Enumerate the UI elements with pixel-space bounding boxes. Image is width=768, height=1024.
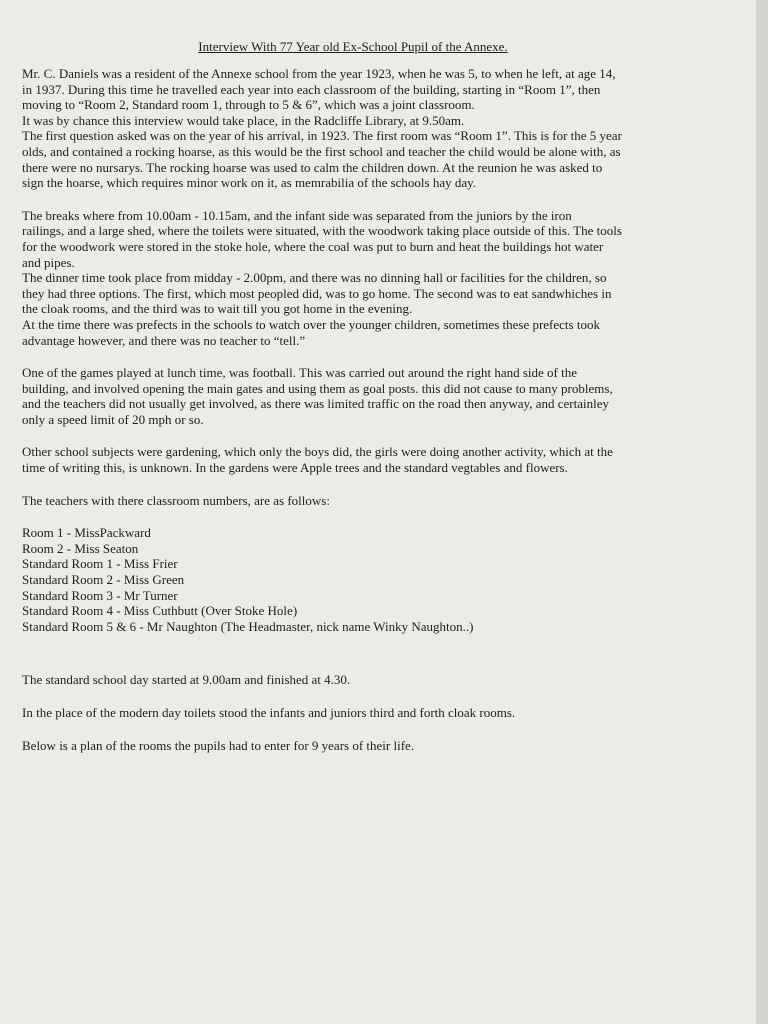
text-line: and the teachers did not usually get involved, as there was limited traffic on the road then anyway, and certainley <box>22 396 609 412</box>
teacher-entry: Room 2 - Miss Seaton <box>22 540 139 556</box>
teacher-entry: Standard Room 3 - Mr Turner <box>22 587 178 603</box>
text-line: advantage however, and there was no teacher to “tell.” <box>22 332 306 348</box>
plan-intro-text: Below is a plan of the rooms the pupils had to enter for 9 years of their life. <box>22 737 415 753</box>
text-line: there were no nursarys. The rocking hoarse was used to calm the children down. At the reunion he was asked to <box>22 159 603 175</box>
text-line: Mr. C. Daniels was a resident of the Annexe school from the year 1923, when he was 5, to when he left, at age 14, <box>22 66 616 81</box>
text-line: they had three options. The first, which most peopled did, was to go home. The second was to eat sandwhiches in <box>22 285 612 301</box>
text-line: olds, and contained a rocking hoarse, as this would be the first school and teacher the child would be alone with, as <box>22 143 621 159</box>
teacher-entry: Standard Room 5 & 6 - Mr Naughton (The Headmaster, nick name Winky Naughton..) <box>22 618 474 634</box>
paragraph-breaks-dinner <box>22 208 682 348</box>
teacher-entry: Standard Room 2 - Miss Green <box>22 572 185 588</box>
paragraph-gardening <box>22 444 682 475</box>
text-line: The breaks where from 10.00am - 10.15am, and the infant side was separated from the juniors by the iron <box>22 207 572 223</box>
text-line: time of writing this, is unknown. In the gardens were Apple trees and the standard vegtables and flowers. <box>22 460 568 476</box>
school-day-text: The standard school day started at 9.00am and finished at 4.30. <box>22 672 351 688</box>
cloak-rooms-text: In the place of the modern day toilets stood the infants and juniors third and forth cloak rooms. <box>22 705 516 720</box>
teacher-entry: Room 1 - MissPackward <box>22 525 151 541</box>
paragraph-arrival <box>22 66 682 191</box>
document-body <box>22 66 682 753</box>
teachers-intro: The teachers with there classroom numbers, are as follows: <box>22 492 330 508</box>
text-line: One of the games played at lunch time, was football. This was carried out around the right hand side of the <box>22 365 577 381</box>
text-line: only a speed limit of 20 mph or so. <box>22 411 204 427</box>
paragraph-football <box>22 365 682 427</box>
document-title: Interview With 77 Year old Ex-School Pupil of the Annexe. <box>198 39 508 54</box>
text-line: At the time there was prefects in the schools to watch over the younger children, sometimes these prefects took <box>22 316 600 332</box>
text-line: The dinner time took place from midday - 2.00pm, and there was no dinning hall or facilities for the children, so <box>22 270 607 286</box>
paper-edge <box>756 0 768 1024</box>
text-line: Other school subjects were gardening, which only the boys did, the girls were doing another activity, which at the <box>22 444 613 460</box>
teachers-list <box>22 525 682 634</box>
text-line: sign the hoarse, which requires minor work on it, as memrabilia of the schools hay day. <box>22 175 477 191</box>
text-line: moving to “Room 2, Standard room 1, through to 5 & 6”, which was a joint classroom. <box>22 97 475 113</box>
teacher-entry: Standard Room 4 - Miss Cuthbutt (Over Stoke Hole) <box>22 603 298 619</box>
text-line: the cloak rooms, and the third was to wait till you got home in the evening. <box>22 301 413 317</box>
teacher-entry: Standard Room 1 - Miss Frier <box>22 556 178 572</box>
text-line: and pipes. <box>22 254 75 270</box>
text-line: for the woodwork were stored in the stoke hole, where the coal was put to burn and heat the buildings hot water <box>22 238 604 254</box>
text-line: in 1937. During this time he travelled each year into each classroom of the building, starting in “Room 1”, then <box>22 81 601 97</box>
text-line: The first question asked was on the year of his arrival, in 1923. The first room was “Room 1”. This is for the 5 year <box>22 128 622 144</box>
text-line: It was by chance this interview would take place, in the Radcliffe Library, at 9.50am. <box>22 112 465 128</box>
text-line: railings, and a large shed, where the toilets were situated, with the woodwork taking place outside of this. The tools <box>22 223 622 239</box>
text-line: building, and involved opening the main gates and using them as goal posts. this did not cause to many problems, <box>22 380 613 396</box>
